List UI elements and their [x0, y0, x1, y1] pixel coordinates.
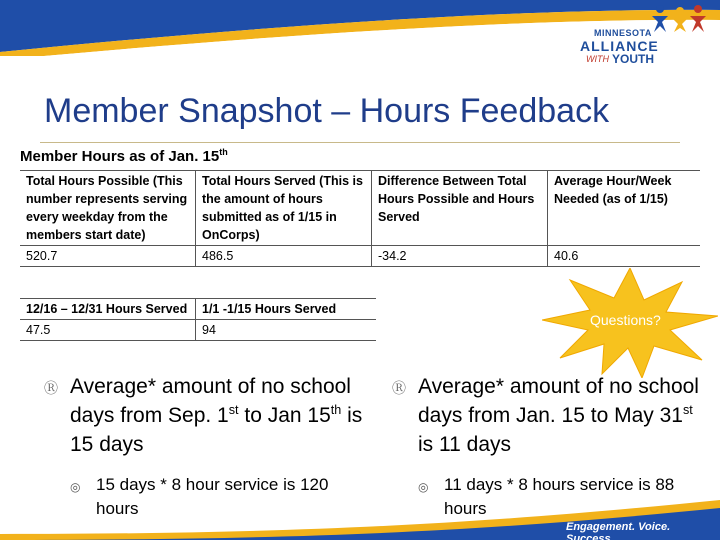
- title-divider: [40, 142, 680, 143]
- sub-bullet-icon: ◎: [70, 480, 81, 494]
- left-main-text-b: to Jan 15: [238, 404, 331, 427]
- right-main-text-b: is 11 days: [418, 433, 511, 456]
- table-cell: 47.5: [26, 323, 51, 337]
- left-main-sup-1: st: [228, 403, 239, 417]
- right-bullet-column: [392, 372, 712, 521]
- page-title: Member Snapshot – Hours Feedback: [44, 92, 610, 130]
- footer-tagline: Engagement. Voice. Success.: [566, 521, 671, 545]
- table-header-cell: Difference Between Total Hours Possible and Hours Served: [372, 171, 548, 246]
- logo-text-youth: YOUTH: [612, 52, 654, 66]
- period-hours-table: [20, 298, 376, 341]
- table-row: [20, 320, 376, 341]
- right-main-bullet: [392, 372, 712, 459]
- left-bullet-column: [44, 372, 374, 521]
- hours-table: [20, 170, 700, 267]
- table-cell: 94: [196, 320, 377, 341]
- table-header-row: [20, 299, 376, 320]
- logo: [576, 8, 716, 68]
- table-header-row: [20, 171, 700, 246]
- right-main-sup: st: [682, 403, 693, 417]
- right-sub-text: 11 days * 8 hours service is 88 hours: [444, 475, 675, 518]
- table-header-cell: Total Hours Served (This is the amount of hours submitted as of 1/15 in OnCorps): [196, 171, 372, 246]
- table-cell: -34.2: [372, 246, 548, 267]
- left-main-text-a: Average* amount of no school days from Sep. 1: [70, 375, 351, 427]
- left-main-bullet: [44, 372, 374, 459]
- snapshot-heading-text: Member Hours as of Jan. 15: [20, 148, 220, 165]
- table-header-cell: Total Hours Possible (This number represents serving every weekday from the members start date): [20, 171, 196, 246]
- table-row: [20, 246, 700, 267]
- sub-bullet-icon: ◎: [418, 480, 429, 494]
- bullet-icon: Ⓡ: [392, 380, 406, 396]
- table-cell: 520.7: [26, 249, 58, 263]
- table-header-cell: 1/1 -1/15 Hours Served: [196, 299, 377, 320]
- table-header-cell: Average Hour/Week Needed (as of 1/15): [548, 171, 701, 246]
- table-cell: 486.5: [196, 246, 372, 267]
- table-cell: 40.6: [548, 246, 701, 267]
- snapshot-heading: [20, 148, 228, 165]
- left-main-sup-2: th: [330, 403, 342, 417]
- logo-text-alliance: ALLIANCE: [580, 38, 659, 54]
- questions-label: Questions?: [590, 312, 661, 328]
- table-header-cell: 12/16 – 12/31 Hours Served: [20, 299, 196, 320]
- bullet-icon: Ⓡ: [44, 380, 58, 396]
- snapshot-heading-sup: th: [219, 147, 228, 157]
- right-main-text-a: Average* amount of no school days from Jan. 15 to May 31: [418, 375, 699, 427]
- logo-text-minnesota: MINNESOTA: [594, 28, 652, 38]
- logo-text-with: WITH: [586, 54, 609, 64]
- left-sub-text: 15 days * 8 hour service is 120 hours: [96, 475, 329, 518]
- left-main-text-c: is 15 days: [70, 404, 363, 456]
